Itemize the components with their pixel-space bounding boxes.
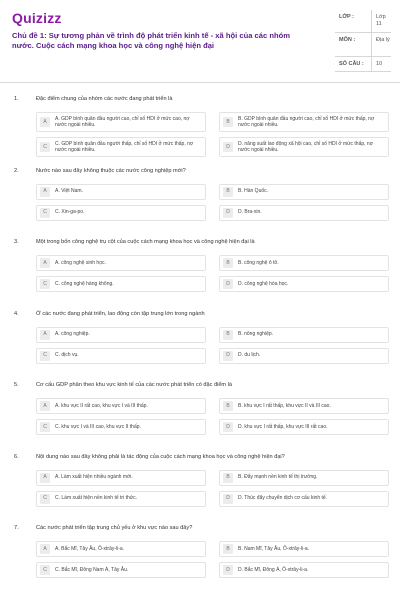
answer-option[interactable]: [36, 491, 206, 507]
option-letter-badge: C: [40, 351, 50, 361]
subject-value: Địa lý: [371, 33, 391, 56]
option-letter-badge: D: [223, 351, 233, 361]
question-item: [0, 519, 400, 591]
option-text: C. Bắc Mĩ, Đông Nam Á, Tây Âu.: [55, 566, 129, 573]
option-text: C. công nghệ hàng không.: [55, 280, 114, 287]
option-text: C. Làm xuất hiện nền kinh tế tri thức.: [55, 495, 137, 502]
answer-option[interactable]: [36, 205, 206, 221]
quizizz-logo: Quizizz: [12, 10, 62, 26]
option-letter-badge: D: [223, 494, 233, 504]
option-text: A. Bắc Mĩ, Tây Âu, Ô-xtrây-li-a.: [55, 545, 125, 552]
answer-option[interactable]: [219, 398, 389, 414]
question-item: [0, 376, 400, 448]
meta-box: [335, 10, 391, 72]
question-count-label: SỐ CÂU :: [339, 61, 364, 67]
option-text: C. dịch vụ.: [55, 352, 79, 359]
option-letter-badge: C: [40, 142, 50, 152]
answer-option[interactable]: [219, 562, 389, 578]
question-count-value: 10: [371, 57, 391, 71]
option-letter-badge: A: [40, 330, 50, 340]
subject-label: MÔN :: [339, 37, 356, 43]
option-letter-badge: D: [223, 422, 233, 432]
option-text: B. Nam Mĩ, Tây Âu, Ô-xtrây-li-a.: [238, 545, 310, 552]
grade-value: Lớp 11: [371, 10, 391, 32]
answer-option[interactable]: [219, 184, 389, 200]
answer-option[interactable]: [36, 276, 206, 292]
option-text: A. Làm xuất hiện nhiều ngành mới.: [55, 474, 133, 481]
answer-option[interactable]: [36, 562, 206, 578]
answer-option[interactable]: [219, 348, 389, 364]
answer-option[interactable]: [219, 276, 389, 292]
option-letter-badge: C: [40, 279, 50, 289]
options-grid: [0, 184, 400, 221]
answer-option[interactable]: [219, 255, 389, 271]
option-text: B. Hàn Quốc.: [238, 188, 269, 195]
question-text: Đặc điểm chung của nhóm các nước đang phát triển là: [36, 96, 173, 102]
option-text: D. Thúc đẩy chuyển dịch cơ cấu kinh tế.: [238, 495, 328, 502]
question-number: 5.: [14, 382, 19, 388]
option-letter-badge: D: [223, 279, 233, 289]
question-number: 6.: [14, 453, 19, 460]
answer-option[interactable]: [219, 470, 389, 486]
answer-option[interactable]: [219, 419, 389, 435]
option-text: A. khu vực II rất cao, khu vực I và III thấp.: [55, 402, 148, 409]
option-text: A. GDP bình quân đầu người cao, chỉ số HDI ở mức cao, nợ nước ngoài nhiều.: [55, 115, 190, 128]
question-number: 1.: [14, 96, 19, 102]
question-text: Các nước phát triển tập trung chủ yếu ở khu vực nào sau đây?: [36, 525, 193, 531]
options-grid: [0, 112, 400, 157]
option-text: D. Bra-xin.: [238, 209, 262, 216]
answer-option[interactable]: [219, 491, 389, 507]
question-item: [0, 305, 400, 377]
option-letter-badge: A: [40, 473, 50, 483]
answer-option[interactable]: [219, 112, 389, 132]
option-letter-badge: B: [223, 473, 233, 483]
question-list: [0, 90, 400, 591]
option-letter-badge: A: [40, 401, 50, 411]
answer-option[interactable]: [219, 137, 389, 157]
question-text: Một trong bốn công nghệ trụ cột của cuộc cách mạng khoa học và công nghệ hiện đại là: [36, 239, 255, 245]
option-letter-badge: B: [223, 117, 233, 127]
option-text: C. khu vực I và III cao, khu vực II thấp.: [55, 423, 141, 430]
option-text: D. khu vực I rất thấp, khu vực III rất cao.: [238, 423, 328, 430]
option-letter-badge: C: [40, 494, 50, 504]
worksheet-header: [0, 0, 400, 83]
answer-option[interactable]: [36, 137, 206, 157]
options-grid: [0, 255, 400, 292]
option-letter-badge: A: [40, 258, 50, 268]
option-letter-badge: C: [40, 208, 50, 218]
answer-option[interactable]: [219, 327, 389, 343]
option-letter-badge: A: [40, 187, 50, 197]
option-text: B. Đẩy mạnh nền kinh tế thị trường.: [238, 474, 318, 481]
option-text: D. du lịch.: [238, 352, 261, 359]
answer-option[interactable]: [36, 541, 206, 557]
option-letter-badge: D: [223, 565, 233, 575]
option-letter-badge: A: [40, 117, 50, 127]
option-text: C. Xin-ga-po.: [55, 209, 85, 216]
option-letter-badge: A: [40, 544, 50, 554]
question-number: 4.: [14, 310, 19, 317]
option-text: B. công nghệ ô tô.: [238, 259, 279, 266]
answer-option[interactable]: [36, 398, 206, 414]
question-text: Cơ cấu GDP phân theo khu vực kinh tế của các nước phát triển có đặc điểm là: [36, 382, 232, 388]
question-item: [0, 90, 400, 162]
question-text: Ở các nước đang phát triển, lao động còn tập trung lớn trong ngành: [36, 310, 205, 317]
option-text: A. công nghiệp.: [55, 331, 90, 338]
question-number: 3.: [14, 239, 19, 245]
options-grid: [0, 327, 400, 364]
option-letter-badge: B: [223, 401, 233, 411]
option-letter-badge: C: [40, 422, 50, 432]
question-item: [0, 233, 400, 305]
option-text: A. Việt Nam.: [55, 188, 83, 195]
answer-option[interactable]: [219, 205, 389, 221]
answer-option[interactable]: [36, 327, 206, 343]
question-text: Nội dung nào sau đây không phải là tác động của cuộc cách mạng khoa học và công nghệ hiện đại?: [36, 453, 285, 460]
question-number: 2.: [14, 167, 19, 174]
answer-option[interactable]: [36, 419, 206, 435]
option-text: B. khu vực I rất thấp, khu vực II và III cao.: [238, 402, 331, 409]
options-grid: [0, 541, 400, 578]
question-text: Nước nào sau đây không thuộc các nước công nghiệp mới?: [36, 167, 186, 174]
answer-option[interactable]: [36, 184, 206, 200]
answer-option[interactable]: [36, 112, 206, 132]
question-number: 7.: [14, 525, 19, 531]
option-text: A. công nghệ sinh học.: [55, 259, 106, 266]
option-text: B. GDP bình quân đầu người cao, chỉ số HDI ở mức thấp, nợ nước ngoài nhiều.: [238, 115, 375, 128]
option-text: D. Bắc Mĩ, Đông Á, Ô-xtrây-li-a.: [238, 566, 309, 573]
option-letter-badge: D: [223, 208, 233, 218]
answer-option[interactable]: [219, 541, 389, 557]
question-item: [0, 448, 400, 520]
option-letter-badge: B: [223, 330, 233, 340]
answer-option[interactable]: [36, 348, 206, 364]
grade-label: LỚP :: [339, 14, 354, 20]
question-item: [0, 162, 400, 234]
option-letter-badge: B: [223, 544, 233, 554]
option-letter-badge: D: [223, 142, 233, 152]
option-letter-badge: B: [223, 187, 233, 197]
option-text: D. năng suất lao động xã hội cao, chỉ số HDI ở mức thấp, nợ nước ngoài nhiều.: [238, 140, 373, 153]
option-text: C. GDP bình quân đầu người thấp, chỉ số HDI ở mức thấp, nợ nước ngoài nhiều.: [55, 140, 194, 153]
options-grid: [0, 398, 400, 435]
answer-option[interactable]: [36, 470, 206, 486]
option-letter-badge: C: [40, 565, 50, 575]
answer-option[interactable]: [36, 255, 206, 271]
options-grid: [0, 470, 400, 507]
option-text: B. nông nghiệp.: [238, 331, 274, 338]
option-letter-badge: B: [223, 258, 233, 268]
worksheet-title: Chủ đề 1: Sự tương phản về trình độ phát triển kinh tế - xã hội của các nhóm nước. Cuộc cách mạng khoa học và công nghệ hiện đại: [12, 31, 290, 50]
option-text: D. công nghệ hóa học.: [238, 280, 289, 287]
